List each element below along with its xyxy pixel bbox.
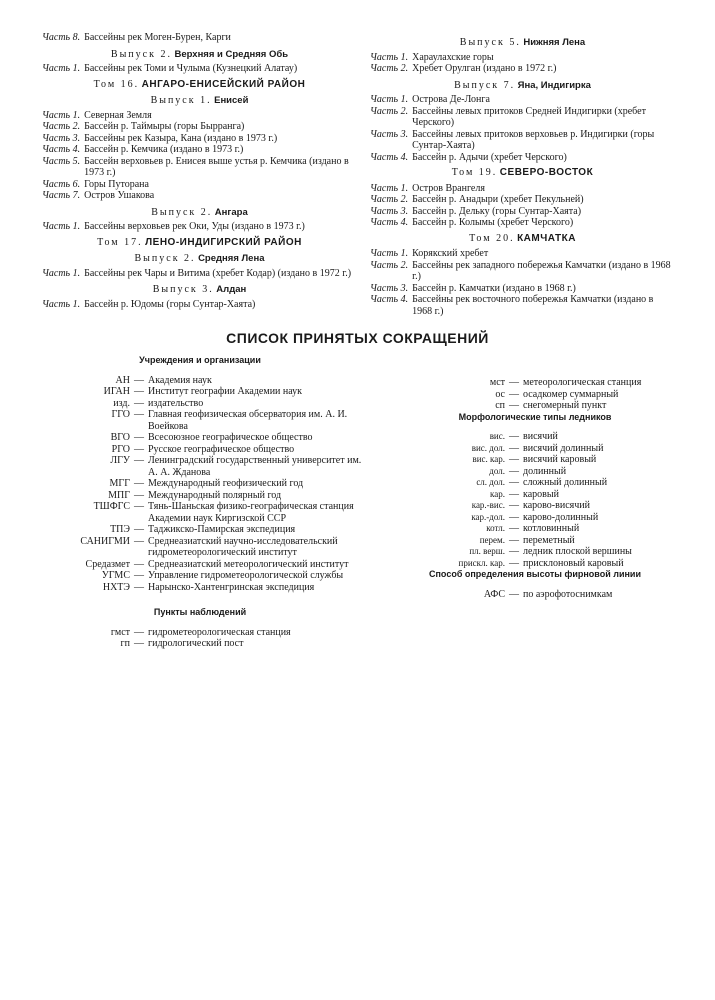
- definition: Ленинградский государственный университет им. А. А. Жданова: [148, 455, 362, 478]
- heading-name: Енисей: [214, 95, 249, 106]
- part-text: Горы Путорана: [84, 178, 149, 190]
- abbreviation-entry: [385, 500, 685, 512]
- abbreviation-entry: [385, 466, 685, 478]
- heading-prefix: Том 20.: [469, 232, 515, 244]
- definition: каровый: [523, 488, 559, 500]
- abbreviation: НХТЭ: [102, 581, 130, 593]
- abbreviation-entry: [30, 455, 370, 478]
- list-item: [370, 217, 675, 229]
- part-label: Часть 1.: [42, 298, 81, 310]
- abbreviation: АН: [115, 374, 130, 386]
- abbreviation: мст: [489, 377, 505, 388]
- part-text: Хараулахские горы: [412, 51, 494, 63]
- abbreviation-entry: [30, 559, 370, 571]
- heading-prefix: Выпуск 7.: [454, 79, 516, 91]
- issue-heading: [370, 80, 675, 92]
- part-text: Остров Ушакова: [84, 190, 155, 201]
- issue-heading: [42, 253, 357, 265]
- list-item: [42, 268, 357, 280]
- part-text: Бассейн верховьев р. Енисея выше устья р. Кемчика (издано в 1973 г.): [84, 155, 349, 178]
- definition: висячий долинный: [523, 442, 604, 454]
- part-label: Часть 3.: [370, 282, 409, 294]
- abbreviation-entry: [385, 377, 685, 389]
- heading-name: Яна, Индигирка: [517, 79, 591, 91]
- abbreviation-entry: [385, 477, 685, 489]
- abbreviation: ЛГУ: [110, 455, 130, 466]
- issue-heading: [42, 207, 357, 219]
- issue-heading: [42, 95, 357, 107]
- abbreviation: прискл. кар.: [458, 557, 505, 568]
- abbreviation: САНИГМИ: [80, 535, 130, 547]
- abbreviation: вис. кар.: [472, 454, 505, 464]
- dash: —: [509, 588, 519, 600]
- dash: —: [134, 524, 144, 535]
- heading-name: Средняя Лена: [198, 253, 265, 264]
- definition: Таджикско-Памирская экспедиция: [148, 524, 296, 535]
- abbreviation-entry: [30, 478, 370, 490]
- list-item: [370, 129, 675, 152]
- abbreviation-entry: [385, 443, 685, 455]
- dash: —: [134, 455, 144, 466]
- issue-heading: [42, 49, 357, 61]
- abbreviation-entry: [385, 523, 685, 535]
- definition: Среднеазиатский метеорологический институт: [148, 558, 349, 570]
- abbreviation: гп: [120, 638, 130, 649]
- part-label: Часть 6.: [42, 178, 81, 190]
- dash: —: [134, 581, 144, 593]
- list-item: [370, 63, 675, 75]
- definition: снегомерный пункт: [523, 400, 607, 411]
- part-text: Корякский хребет: [412, 248, 489, 259]
- abbreviations-left: [30, 355, 370, 650]
- abbreviation: вис.: [489, 431, 505, 441]
- abbreviation: котл.: [486, 523, 505, 533]
- category-heading: Пункты наблюдений: [153, 607, 247, 617]
- dash: —: [134, 397, 144, 409]
- part-label: Часть 1.: [370, 182, 409, 194]
- volume-heading: [42, 237, 357, 249]
- part-label: Часть 3.: [42, 132, 81, 144]
- part-label: Часть 3.: [370, 128, 409, 140]
- category-heading: Способ определения высоты фирновой линии: [429, 569, 641, 579]
- dash: —: [509, 388, 519, 400]
- dash: —: [509, 523, 519, 534]
- list-item: [42, 63, 357, 75]
- part-text: Бассейны рек Чары и Витима (хребет Кодар) (издано в 1972 г.): [84, 267, 352, 279]
- abbreviation: сп: [495, 400, 505, 411]
- part-label: Часть 1.: [370, 94, 409, 105]
- abbreviation: АФС: [483, 588, 505, 600]
- dash: —: [509, 546, 519, 557]
- definition: карово-долинный: [523, 511, 599, 523]
- definition: присклоновый каровый: [523, 557, 624, 569]
- part-label: Часть 2.: [370, 194, 409, 205]
- dash: —: [509, 557, 519, 569]
- abbreviation-entry: [30, 398, 370, 410]
- list-item: [370, 106, 675, 129]
- abbreviation-entry: [30, 638, 370, 650]
- definition: Всесоюзное географическое общество: [148, 432, 313, 443]
- volume-heading: [42, 79, 357, 91]
- abbreviation-entry: [385, 512, 685, 524]
- part-label: Часть 2.: [42, 121, 81, 132]
- abbreviation-entry: [30, 409, 370, 432]
- list-item: [42, 133, 357, 145]
- heading-prefix: Выпуск 2.: [134, 253, 196, 264]
- list-item: [42, 32, 357, 44]
- dash: —: [134, 409, 144, 420]
- list-item: [370, 152, 675, 164]
- definition: издательство: [148, 397, 204, 409]
- abbreviation-entry: [385, 431, 685, 443]
- part-label: Часть 2.: [370, 105, 409, 117]
- abbreviation-entry: [30, 386, 370, 398]
- dash: —: [509, 400, 519, 411]
- list-item: [370, 194, 675, 206]
- part-text: Бассейны рек Моген-Бурен, Карги: [84, 32, 231, 43]
- definition: сложный долинный: [523, 477, 608, 488]
- abbreviation-entry: [385, 400, 685, 412]
- abbreviation: вис. дол.: [471, 442, 505, 453]
- abbreviation: Средазмет: [85, 558, 130, 570]
- part-label: Часть 1.: [370, 51, 409, 63]
- issue-heading: [370, 37, 675, 49]
- heading-name: Нижняя Лена: [523, 37, 586, 48]
- dash: —: [509, 488, 519, 500]
- abbreviation-entry: [385, 558, 685, 570]
- definition: гидрологический пост: [148, 638, 244, 649]
- definition: по аэрофотоснимкам: [523, 588, 613, 600]
- definition: Русское географическое общество: [148, 443, 295, 455]
- dash: —: [509, 442, 519, 454]
- heading-name: Ангара: [214, 206, 248, 218]
- part-label: Часть 8.: [42, 32, 81, 43]
- abbreviation: кар.-дол.: [471, 511, 505, 522]
- abbreviation: гмст: [110, 626, 130, 638]
- dash: —: [134, 638, 144, 649]
- heading-prefix: Выпуск 1.: [150, 95, 212, 106]
- abbreviation: УГМС: [101, 570, 130, 581]
- spacer: [30, 593, 370, 607]
- abbreviation: ТПЭ: [110, 524, 130, 535]
- part-label: Часть 2.: [370, 259, 409, 271]
- part-text: Бассейн р. Камчатки (издано в 1968 г.): [412, 282, 576, 294]
- part-label: Часть 2.: [370, 63, 409, 74]
- definition: котловинный: [523, 523, 580, 534]
- part-text: Бассейны левых притоков Средней Индигирки (хребет Черского): [412, 105, 646, 128]
- abbreviation-entry: [30, 444, 370, 456]
- part-text: Бассейны левых притоков верховьев р. Индигирки (горы Сунтар-Хаята): [412, 128, 655, 151]
- part-label: Часть 4.: [370, 294, 409, 305]
- abbreviation: ос: [495, 388, 505, 400]
- dash: —: [509, 431, 519, 442]
- abbreviation-entry: [30, 490, 370, 502]
- definition: ледник плоской вершины: [523, 546, 632, 557]
- dash: —: [509, 500, 519, 511]
- dash: —: [134, 570, 144, 581]
- list-item: [42, 221, 357, 233]
- part-label: Часть 4.: [370, 151, 409, 163]
- definition: Управление гидрометеорологической службы: [148, 570, 344, 581]
- part-label: Часть 1.: [42, 221, 81, 232]
- abbreviation: дол.: [489, 465, 505, 476]
- volume-heading: [370, 233, 675, 245]
- list-item: [42, 121, 357, 133]
- dash: —: [134, 443, 144, 455]
- right-column: [370, 32, 675, 317]
- heading-name: АНГАРО-ЕНИСЕЙСКИЙ РАЙОН: [141, 78, 306, 90]
- part-label: Часть 1.: [42, 267, 81, 279]
- list-item: [370, 260, 675, 283]
- heading-prefix: Том 17.: [97, 236, 143, 248]
- definition: висячий: [523, 431, 558, 442]
- abbreviation: перем.: [479, 534, 505, 545]
- definition: метеорологическая станция: [523, 377, 642, 388]
- abbreviation-entry: [385, 389, 685, 401]
- abbreviation: ТШФГС: [93, 501, 130, 512]
- abbreviation: ГГО: [111, 409, 130, 420]
- part-text: Бассейны рек Казыра, Кана (издано в 1973 г.): [84, 132, 278, 144]
- list-item: [42, 179, 357, 191]
- dash: —: [134, 501, 144, 512]
- abbreviation: сл. дол.: [476, 477, 505, 487]
- abbreviation-entry: [385, 489, 685, 501]
- heading-prefix: Том 19.: [451, 167, 498, 178]
- abbreviation-entry: [385, 589, 685, 601]
- definition: Среднеазиатский научно-исследовательский гидрометеорологический институт: [148, 535, 338, 558]
- abbreviation-entry: [30, 501, 370, 524]
- dash: —: [134, 489, 144, 501]
- abbreviation-entry: [30, 375, 370, 387]
- list-item: [370, 206, 675, 218]
- category-heading: Морфологические типы ледников: [458, 411, 612, 422]
- definition: долинный: [523, 465, 567, 477]
- part-label: Часть 3.: [370, 205, 409, 217]
- page-title: СПИСОК ПРИНЯТЫХ СОКРАЩЕНИЙ: [226, 330, 489, 346]
- abbreviation: пл. верш.: [469, 546, 505, 556]
- dash: —: [134, 626, 144, 638]
- part-text: Острова Де-Лонга: [412, 94, 490, 105]
- list-item: [370, 294, 675, 317]
- part-text: Бассейн р. Кемчика (издано в 1973 г.): [84, 144, 244, 155]
- abbreviation-entry: [30, 524, 370, 536]
- heading-prefix: Выпуск 5.: [459, 37, 521, 48]
- abbreviation: МПГ: [108, 489, 130, 501]
- definition: Тянь-Шаньская физико-географическая станция Академии наук Киргизской ССР: [148, 501, 354, 524]
- dash: —: [509, 534, 519, 546]
- dash: —: [134, 432, 144, 443]
- heading-prefix: Том 16.: [93, 78, 140, 90]
- part-label: Часть 1.: [370, 248, 409, 259]
- list-item: [370, 52, 675, 64]
- part-text: Бассейн р. Юдомы (горы Сунтар-Хаята): [84, 298, 256, 310]
- heading-name: Алдан: [216, 284, 247, 295]
- part-label: Часть 4.: [370, 217, 409, 228]
- abbreviation-entry: [30, 536, 370, 559]
- definition: осадкомер суммарный: [523, 388, 619, 400]
- list-item: [42, 156, 357, 179]
- definition: Международный полярный год: [148, 489, 282, 501]
- list-item: [370, 248, 675, 260]
- abbreviation-entry: [385, 546, 685, 558]
- abbreviation: МГГ: [109, 478, 130, 489]
- category-heading: Учреждения и организации: [139, 355, 261, 365]
- definition: Нарынско-Хантенгринская экспедиция: [148, 581, 315, 593]
- list-item: [42, 144, 357, 156]
- abbreviation-entry: [385, 454, 685, 466]
- part-text: Хребет Орулган (издано в 1972 г.): [412, 63, 557, 74]
- part-label: Часть 1.: [42, 109, 81, 121]
- part-label: Часть 7.: [42, 190, 81, 201]
- heading-name: СЕВЕРО-ВОСТОК: [499, 167, 594, 178]
- part-text: Бассейн р. Анадыри (хребет Пекульней): [412, 194, 584, 205]
- list-item: [370, 283, 675, 295]
- abbreviations-right: [385, 377, 685, 600]
- part-text: Бассейны верховьев рек Оки, Уды (издано в 1973 г.): [84, 221, 305, 232]
- dash: —: [509, 477, 519, 488]
- dash: —: [509, 377, 519, 388]
- heading-name: ЛЕНО-ИНДИГИРСКИЙ РАЙОН: [145, 236, 302, 248]
- issue-heading: [42, 284, 357, 296]
- dash: —: [134, 386, 144, 397]
- list-item: [42, 299, 357, 311]
- list-item: [42, 190, 357, 202]
- dash: —: [509, 465, 519, 477]
- part-label: Часть 4.: [42, 144, 81, 155]
- heading-prefix: Выпуск 2.: [151, 206, 213, 218]
- abbreviation: кар.: [490, 488, 505, 499]
- definition: висячий каровый: [523, 454, 597, 465]
- list-item: [42, 110, 357, 122]
- abbreviation: РГО: [111, 443, 130, 455]
- part-text: Бассейн р. Дельку (горы Сунтар-Хаята): [412, 205, 582, 217]
- definition: Институт географии Академии наук: [148, 386, 303, 397]
- definition: карово-висячий: [523, 500, 590, 511]
- volume-heading: [370, 167, 675, 179]
- part-text: Бассейны рек восточного побережья Камчатки (издано в 1968 г.): [412, 294, 654, 317]
- abbreviation: изд.: [113, 397, 130, 409]
- list-item: [370, 183, 675, 195]
- part-label: Часть 1.: [42, 63, 81, 74]
- dash: —: [134, 535, 144, 547]
- part-text: Бассейн р. Таймыры (горы Бырранга): [84, 121, 245, 132]
- dash: —: [134, 558, 144, 570]
- dash: —: [509, 511, 519, 523]
- list-item: [370, 94, 675, 106]
- dash: —: [509, 454, 519, 465]
- part-text: Остров Врангеля: [412, 182, 485, 194]
- definition: Главная геофизическая обсерватория им. А. И. Воейкова: [148, 409, 348, 432]
- dash: —: [134, 374, 144, 386]
- part-text: Бассейны рек западного побережья Камчатки (издано в 1968 г.): [412, 259, 671, 282]
- abbreviation: кар.-вис.: [471, 500, 505, 510]
- abbreviation-entry: [30, 627, 370, 639]
- abbreviation-entry: [385, 535, 685, 547]
- definition: переметный: [523, 534, 575, 546]
- heading-name: КАМЧАТКА: [517, 232, 576, 244]
- abbreviation: ВГО: [110, 432, 130, 443]
- dash: —: [134, 478, 144, 489]
- heading-prefix: Выпуск 2.: [110, 48, 172, 60]
- part-text: Бассейн р. Адычи (хребет Черского): [412, 151, 567, 163]
- definition: Международный геофизический год: [148, 478, 304, 489]
- abbreviation-entry: [30, 570, 370, 582]
- part-text: Бассейн р. Колымы (хребет Черского): [412, 217, 574, 228]
- heading-prefix: Выпуск 3.: [152, 284, 214, 295]
- abbreviation-entry: [30, 582, 370, 594]
- part-text: Северная Земля: [84, 109, 152, 121]
- left-column: [42, 32, 357, 310]
- heading-name: Верхняя и Средняя Обь: [174, 48, 289, 60]
- abbreviation-entry: [30, 432, 370, 444]
- part-text: Бассейны рек Томи и Чулыма (Кузнецкий Алатау): [84, 63, 298, 74]
- definition: Академия наук: [148, 374, 212, 386]
- definition: гидрометеорологическая станция: [148, 626, 291, 638]
- abbreviation: ИГАН: [103, 386, 130, 397]
- part-label: Часть 5.: [42, 155, 81, 167]
